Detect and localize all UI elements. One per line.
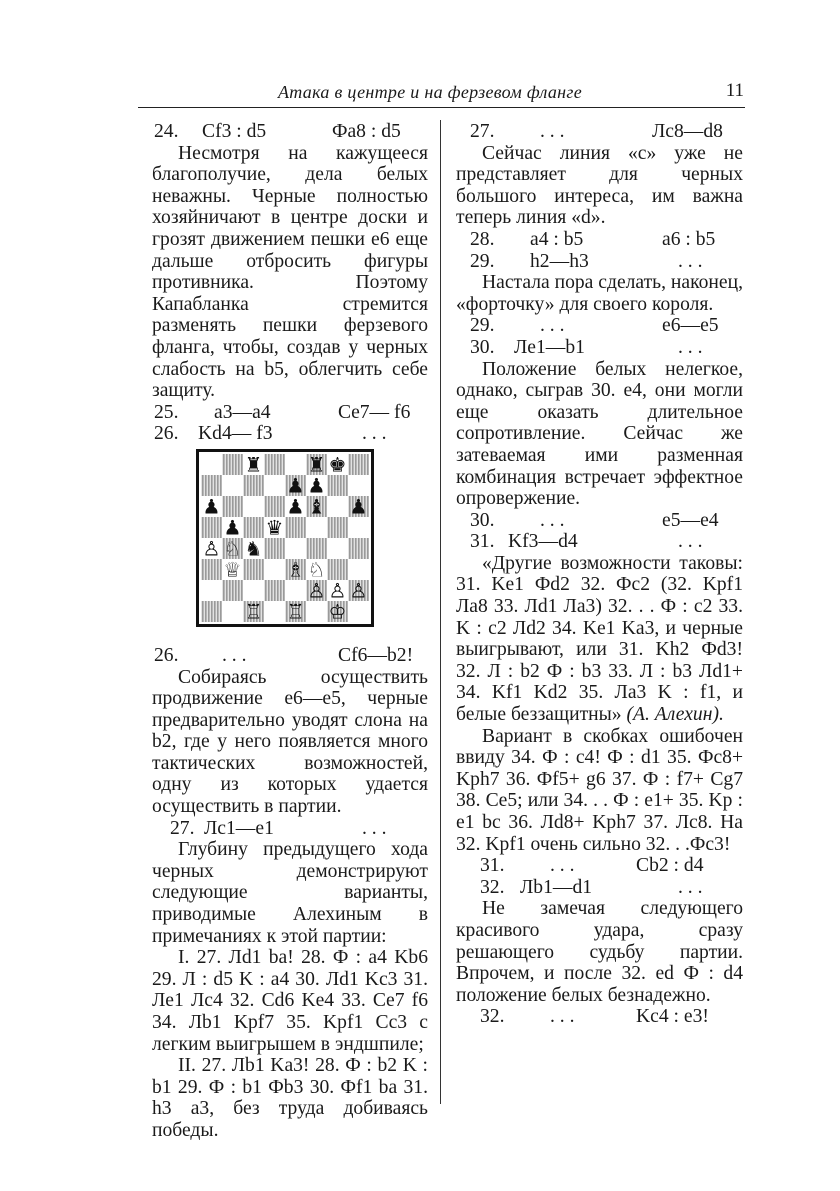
- light-square: [264, 559, 285, 580]
- move-line: [152, 402, 428, 424]
- white-move: . . .: [550, 1006, 575, 1028]
- dark-square: [264, 496, 285, 517]
- black-move: Cf6—b2!: [338, 644, 414, 666]
- move-line: [456, 877, 743, 899]
- dark-square: [201, 517, 222, 538]
- black-king-g8: ♚: [328, 452, 347, 477]
- light-square: [285, 454, 306, 475]
- white-bishop-e3: ♗: [286, 557, 305, 582]
- light-square: [222, 475, 243, 496]
- light-square: [201, 454, 222, 475]
- move-number: 24.: [154, 121, 179, 142]
- white-move: Kd4— f3: [198, 423, 273, 445]
- header-rule: [138, 107, 745, 108]
- light-square: [201, 580, 222, 601]
- light-square: [285, 538, 306, 559]
- white-move: . . .: [540, 121, 565, 142]
- move-number: 30.: [470, 336, 495, 358]
- light-square: [306, 601, 327, 622]
- black-rook-c8: ♜: [244, 452, 263, 477]
- black-move: Kc4 : e3!: [636, 1006, 709, 1028]
- move-number: 27.: [470, 121, 495, 142]
- commentary-paragraph: Вариант в скобках ошибочен ввиду 34. Ф : c4! Ф : d1 35. Фc8+ Kph7 36. Фf5+ g6 37. Ф : f7+ Cg7 38. Ce5; или 34. . . Ф : e1+ 35. Kp : e1 bc 36. Лd8+ Kph7 37. Лc8. На 32. Kpf1 очень сильно 32. . .Фc3!: [456, 725, 743, 855]
- dark-square: [222, 496, 243, 517]
- light-square: [285, 580, 306, 601]
- black-move: . . .: [362, 423, 387, 445]
- move-number: 26.: [154, 423, 179, 445]
- move-line: [456, 229, 743, 251]
- white-move: a4 : b5: [530, 228, 584, 250]
- black-move: . . .: [678, 876, 703, 898]
- white-king-g1: ♔: [328, 599, 347, 624]
- white-move: Cf3 : d5: [202, 121, 267, 142]
- black-move: a6 : b5: [662, 228, 716, 250]
- black-pawn-a6: ♟: [202, 494, 221, 519]
- black-move: Фa8 : d5: [332, 121, 401, 142]
- variation-paragraph: II. 27. Лb1 Ka3! 28. Ф : b2 K : b1 29. Ф : b1 Фb3 30. Фf1 ba 31. h3 a3, без труда добиваясь победы.: [152, 1055, 428, 1141]
- white-move: . . .: [222, 644, 247, 666]
- dark-square: [306, 538, 327, 559]
- light-square: [264, 475, 285, 496]
- move-number: 29.: [470, 250, 495, 272]
- black-move: . . .: [678, 250, 703, 272]
- light-square: [327, 496, 348, 517]
- white-rook-c1: ♖: [244, 599, 263, 624]
- running-header: [138, 80, 744, 104]
- light-square: [348, 601, 369, 622]
- move-line: [456, 315, 743, 337]
- light-square: [243, 580, 264, 601]
- black-move: . . .: [362, 817, 387, 839]
- black-move: . . .: [678, 531, 703, 553]
- black-move: Cb2 : d4: [636, 855, 704, 877]
- black-queen-d5: ♛: [265, 515, 284, 540]
- light-square: [306, 517, 327, 538]
- white-move: a3—a4: [214, 401, 271, 423]
- white-pawn-f2: ♙: [307, 578, 326, 603]
- move-number: 27.: [170, 817, 195, 839]
- move-line: [456, 510, 743, 532]
- dark-square: [243, 517, 264, 538]
- white-move: . . .: [540, 315, 565, 337]
- move-line: [152, 121, 428, 143]
- right-column: [456, 121, 743, 1028]
- running-title: Атака в центре и на ферзевом фланге: [277, 82, 582, 102]
- chess-diagram: [152, 449, 428, 639]
- white-queen-b3: ♕: [223, 557, 242, 582]
- black-knight-c4: ♞: [244, 536, 263, 561]
- white-knight-f3: ♘: [307, 557, 326, 582]
- white-move: h2—h3: [530, 250, 589, 272]
- commentary-paragraph: Настала пора сделать, наконец, «форточку» для своего короля.: [456, 272, 743, 315]
- move-line: [456, 855, 743, 877]
- dark-square: [327, 475, 348, 496]
- light-square: [348, 559, 369, 580]
- move-number: 30.: [470, 509, 495, 531]
- light-square: [264, 601, 285, 622]
- chess-board: [196, 449, 374, 627]
- commentary-paragraph: Сейчас линия «c» уже не представляет для черных большого интереса, им важна теперь линия «d».: [456, 142, 743, 229]
- dark-square: [285, 517, 306, 538]
- dark-square: [222, 454, 243, 475]
- commentary-paragraph: Положение белых нелегкое, однако, сыграв 30. e4, они могли еще оказать длительное сопротивление. Сейчас же затеваемая ими разменная комбинация встречает эффектное опровержение.: [456, 358, 743, 510]
- white-knight-b4: ♘: [223, 536, 242, 561]
- black-rook-f8: ♜: [307, 452, 326, 477]
- white-rook-e1: ♖: [286, 599, 305, 624]
- dark-square: [348, 454, 369, 475]
- dark-square: [348, 538, 369, 559]
- black-pawn-e6: ♟: [286, 494, 305, 519]
- move-number: 32.: [480, 876, 505, 898]
- dark-square: [327, 517, 348, 538]
- black-pawn-h6: ♟: [349, 494, 368, 519]
- dark-square: [201, 559, 222, 580]
- white-move: Kf3—d4: [508, 531, 578, 553]
- dark-square: [201, 475, 222, 496]
- white-move: . . .: [540, 509, 565, 531]
- dark-square: [327, 559, 348, 580]
- commentary-paragraph: Несмотря на кажущееся благополучие, дела белых неважны. Черные полностью хозяйничают в центре доски и грозят движением пешки e6 еще дальше отбросить фигуры противника. Поэтому Капабланка стремится разменять пешки ферзевого фланга, чтобы, создав у черных слабость на b5, облегчить себе защиту.: [152, 142, 428, 402]
- black-bishop-f6: ♝: [307, 494, 326, 519]
- white-pawn-a4: ♙: [202, 536, 221, 561]
- left-column: [152, 121, 428, 1142]
- move-number: 29.: [470, 315, 495, 337]
- dark-square: [264, 538, 285, 559]
- move-line: [456, 531, 743, 553]
- move-number: 31.: [470, 531, 495, 553]
- white-move: Лe1—b1: [514, 336, 585, 358]
- move-number: 26.: [154, 644, 179, 666]
- move-number: 32.: [480, 1006, 505, 1028]
- dark-square: [264, 454, 285, 475]
- commentary-paragraph: Глубину предыдущего хода черных демонстрируют следующие варианты, приводимые Алехиным в примечаниях к этой партии:: [152, 839, 428, 947]
- white-pawn-g2: ♙: [328, 578, 347, 603]
- move-line: [456, 251, 743, 273]
- black-move: . . .: [678, 336, 703, 358]
- move-number: 25.: [154, 401, 179, 423]
- move-number: 31.: [480, 855, 505, 877]
- white-move: Лc1—e1: [204, 817, 274, 839]
- quote-text: «Другие возможности таковы: 31. Ke1 Фd2 32. Фc2 (32. Kpf1 Лa8 33. Лd1 Лa3) 32. . . Ф : c2 33. K : c2 Лd2 34. Ke1 Ka3, и черные выигрывают, или 31. Kh2 Фd3! 32. Л : b2 Ф : b3 33. Л : b3 Лd1+ 34. Kf1 Kd2 35. Лa3 K : f1, и белые беззащитны»: [456, 552, 743, 726]
- move-line: [152, 818, 428, 840]
- move-line: [456, 337, 743, 359]
- dark-square: [222, 580, 243, 601]
- light-square: [348, 517, 369, 538]
- black-move: e6—e5: [662, 315, 719, 337]
- move-line: [456, 121, 743, 143]
- black-pawn-e7: ♟: [286, 473, 305, 498]
- light-square: [327, 538, 348, 559]
- move-line: [152, 645, 428, 667]
- light-square: [243, 496, 264, 517]
- dark-square: [243, 559, 264, 580]
- light-square: [222, 601, 243, 622]
- quote-author: (А. Алехин).: [626, 704, 724, 726]
- move-number: 28.: [470, 228, 495, 250]
- variation-paragraph: I. 27. Лd1 ba! 28. Ф : a4 Kb6 29. Л : d5 K : a4 30. Лd1 Kc3 31. Лe1 Лc4 32. Cd6 Ke4 33. Ce7 f6 34. Лb1 Kpf7 35. Kpf1 Cc3 с легким выигрышем в эндшпиле;: [152, 947, 428, 1055]
- black-pawn-f7: ♟: [307, 473, 326, 498]
- quoted-analysis: [456, 553, 743, 726]
- dark-square: [243, 475, 264, 496]
- dark-square: [264, 580, 285, 601]
- white-move: Лb1—d1: [520, 876, 593, 898]
- move-line: [456, 1006, 743, 1028]
- black-pawn-b5: ♟: [223, 515, 242, 540]
- light-square: [348, 475, 369, 496]
- page-number: 11: [725, 80, 744, 101]
- black-move: e5—e4: [662, 509, 719, 531]
- black-move: Лc8—d8: [652, 121, 723, 142]
- move-line: [152, 423, 428, 445]
- column-divider: [440, 120, 441, 1104]
- commentary-paragraph: Не замечая следующего красивого удара, сразу решающего судьбу партии. Впрочем, и после 32. ed Ф : d4 положение белых безнадежно.: [456, 898, 743, 1006]
- black-move: Ce7— f6: [338, 401, 411, 423]
- dark-square: [201, 601, 222, 622]
- commentary-paragraph: Собираясь осуществить продвижение e6—e5, черные предварительно уводят слона на b2, где у него появляется много тактических возможностей, одну из которых удается осуществить в партии.: [152, 666, 428, 818]
- white-pawn-h2: ♙: [349, 578, 368, 603]
- white-move: . . .: [550, 855, 575, 877]
